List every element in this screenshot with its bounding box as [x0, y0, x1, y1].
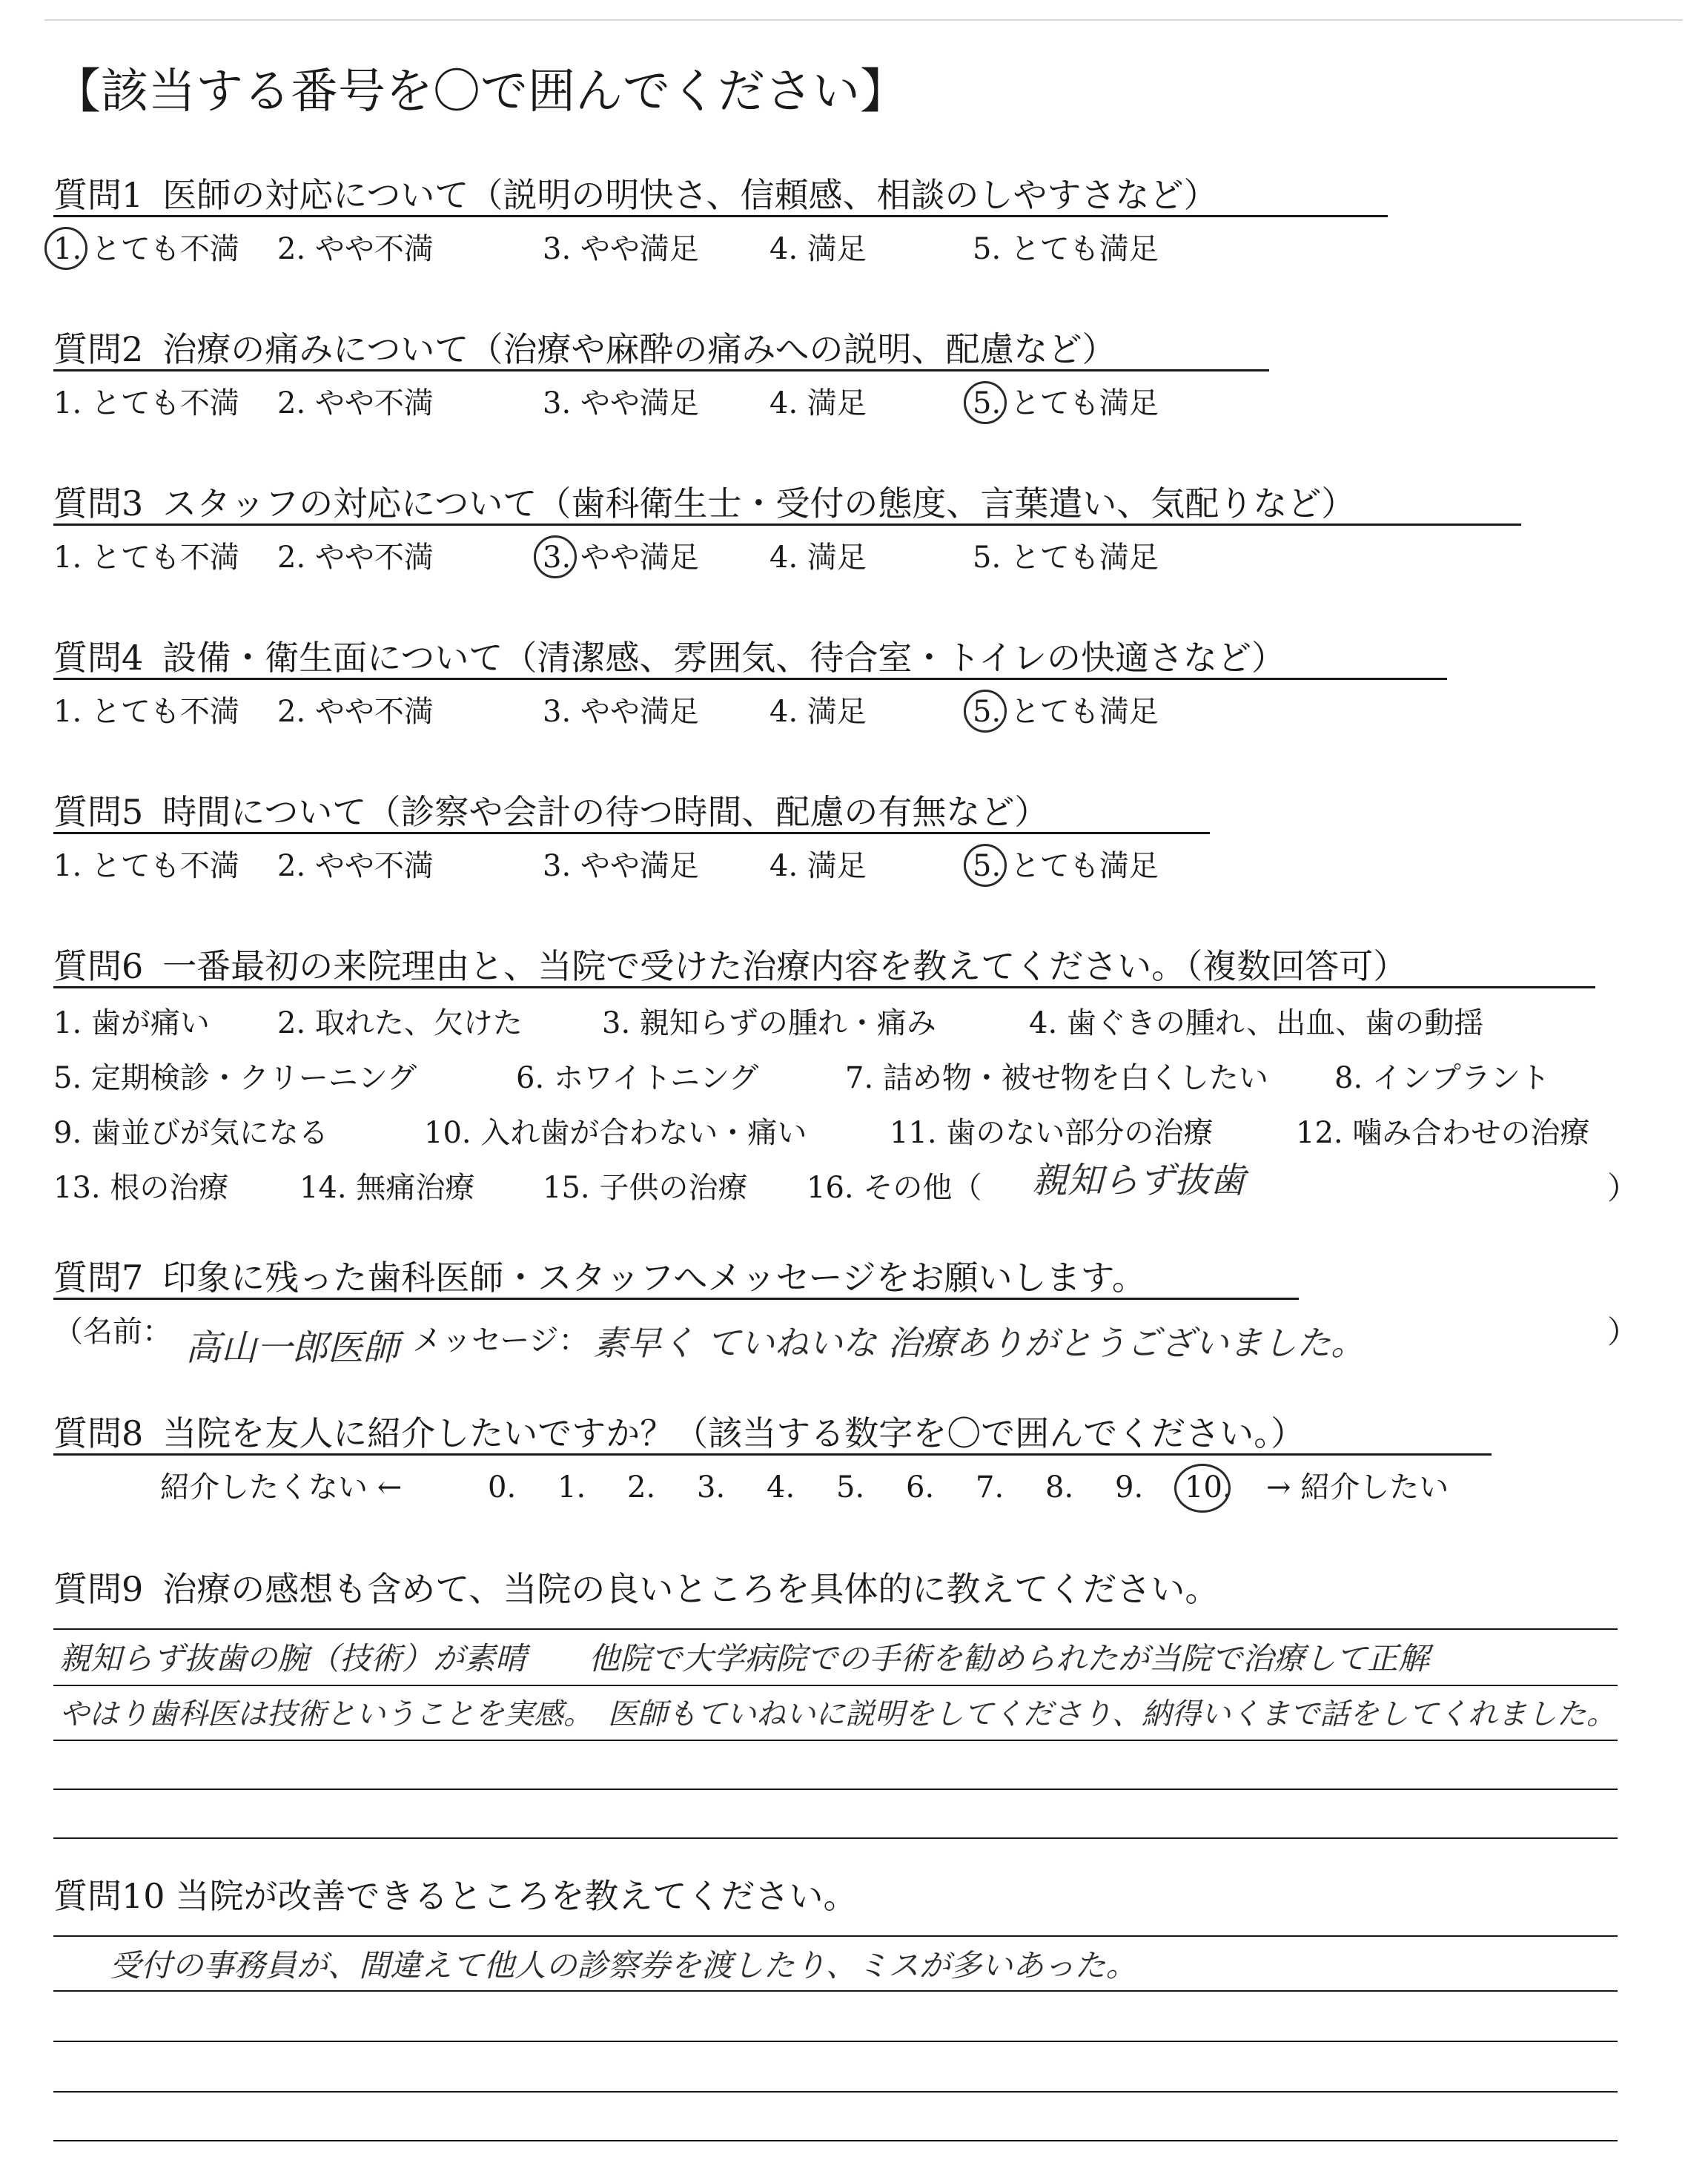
rating-option-1[interactable]: 1. とても不満 [53, 849, 239, 883]
question-text: 医師の対応について（説明の明快さ、信頼感、相談のしやすさなど） [162, 175, 1218, 215]
q6-option: 7. 詰め物・被せ物を白くしたい [845, 1061, 1268, 1095]
q8-scale-option[interactable]: 3. [697, 1470, 726, 1505]
question-5-heading [53, 792, 1049, 832]
selected-circle-mark [44, 227, 87, 270]
q6-option-row [53, 1170, 1684, 1212]
answer-line [53, 1685, 1618, 1686]
q6-option: 14. 無痛治療 [299, 1171, 475, 1205]
question-text: 設備・衛生面について（清潔感、雰囲気、待合室・トイレの快適さなど） [162, 638, 1286, 678]
answer-line [53, 2041, 1618, 2042]
q8-scale-option[interactable]: 7. [976, 1470, 1004, 1505]
q7-message-handwritten: 素早く ていねいな 治療ありがとうございました。 [593, 1323, 1366, 1363]
q8-scale-option[interactable]: 4. [767, 1470, 795, 1505]
question-number: 質問5 [53, 792, 144, 832]
rating-option-1[interactable]: 1. とても不満 [53, 695, 239, 729]
question-number: 質問10 [53, 1876, 165, 1916]
q7-name-handwritten: 高山一郎医師 [185, 1327, 400, 1369]
rating-option-3[interactable]: 3. やや満足 [543, 695, 699, 729]
answer-line [53, 1935, 1618, 1937]
question-underline [53, 678, 1447, 680]
selected-circle-mark [534, 535, 577, 578]
rating-option-3[interactable]: 3. やや満足 [543, 232, 699, 266]
question-number: 質問1 [53, 175, 144, 215]
question-text: 一番最初の来院理由と、当院で受けた治療内容を教えてください。（複数回答可） [162, 946, 1408, 986]
q6-option-row [53, 1008, 1684, 1047]
q8-scale-option[interactable]: 5. [836, 1470, 865, 1505]
question-underline [53, 1453, 1492, 1456]
q10-handwritten-line: 受付の事務員が、間違えて他人の診察券を渡したり、ミスが多いあった。 [110, 1947, 1137, 1984]
q8-left-label: 紹介したくない ← [160, 1470, 403, 1505]
rating-option-1[interactable]: 1. とても不満 [53, 232, 239, 266]
answer-line [53, 1789, 1618, 1790]
question-text: スタッフの対応について（歯科衛生士・受付の態度、言葉遣い、気配りなど） [162, 483, 1356, 524]
rating-option-3[interactable]: 3. やや満足 [543, 849, 699, 883]
q9-handwritten-line: 親知らず抜歯の腕（技術）が素晴 他院で大学病院での手術を勧められたが当院で治療して正解 [59, 1640, 1430, 1677]
q6-option: 3. 親知らずの腫れ・痛み [602, 1006, 936, 1040]
q6-option: 1. 歯が痛い [53, 1006, 210, 1040]
q6-option: 15. 子供の治療 [543, 1171, 748, 1205]
question-text: 印象に残った歯科医師・スタッフへメッセージをお願いします。 [162, 1258, 1146, 1298]
rating-option-5[interactable]: 5. とても満足 [973, 695, 1159, 729]
rating-option-5[interactable]: 5. とても満足 [973, 849, 1159, 883]
q8-scale-option[interactable]: 9. [1115, 1470, 1144, 1505]
q8-scale-option[interactable]: 1. [557, 1470, 586, 1505]
q6-option: 6. ホワイトニング [516, 1061, 759, 1095]
selected-circle-mark [964, 844, 1007, 887]
question-text: 治療の感想も含めて、当院の良いところを具体的に教えてください。 [162, 1569, 1219, 1609]
question-number: 質問3 [53, 483, 144, 524]
question-number: 質問9 [53, 1569, 144, 1609]
rating-option-4[interactable]: 4. 満足 [769, 232, 867, 266]
question-underline [53, 832, 1210, 834]
rating-option-2[interactable]: 2. やや不満 [277, 541, 434, 575]
rating-option-3[interactable]: 3. やや満足 [543, 541, 699, 575]
q8-scale-option[interactable]: 0. [488, 1470, 517, 1505]
rating-option-1[interactable]: 1. とても不満 [53, 541, 239, 575]
question-10-heading [53, 1876, 858, 1916]
question-6-heading [53, 946, 1408, 986]
question-text: 時間について（診察や会計の待つ時間、配慮の有無など） [162, 792, 1049, 832]
page-title: 【該当する番号を〇で囲んでください】 [53, 65, 907, 119]
question-7-heading [53, 1258, 1146, 1298]
q7-name-label: （名前： [53, 1315, 172, 1349]
q7-message-label: メッセージ： [412, 1324, 589, 1358]
q6-option-row [53, 1118, 1684, 1157]
selected-circle-mark [1174, 1464, 1231, 1513]
rating-option-2[interactable]: 2. やや不満 [277, 849, 434, 883]
q6-option: 13. 根の治療 [53, 1171, 229, 1205]
question-text: 当院が改善できるところを教えてください。 [175, 1876, 858, 1916]
q8-scale-option[interactable]: 2. [627, 1470, 656, 1505]
question-number: 質問8 [53, 1413, 144, 1453]
q6-option: 5. 定期検診・クリーニング [53, 1061, 417, 1095]
answer-line [53, 2091, 1618, 2093]
q6-option: 8. インプラント [1334, 1061, 1550, 1095]
rating-option-4[interactable]: 4. 満足 [769, 541, 867, 575]
q7-close: ） [1607, 1314, 1639, 1350]
question-2-heading [53, 329, 1116, 369]
q6-option: 4. 歯ぐきの腫れ、出血、歯の動揺 [1029, 1006, 1484, 1040]
rating-option-5[interactable]: 5. とても満足 [973, 541, 1159, 575]
question-4-heading [53, 638, 1286, 678]
rating-option-4[interactable]: 4. 満足 [769, 849, 867, 883]
rating-option-3[interactable]: 3. やや満足 [543, 386, 699, 420]
question-underline [53, 524, 1521, 526]
q6-other-close: ） [1607, 1170, 1639, 1206]
answer-line [53, 1990, 1618, 1992]
q8-scale-option[interactable]: 6. [906, 1470, 935, 1505]
answer-line [53, 1837, 1618, 1839]
selected-circle-mark [964, 690, 1007, 733]
q6-option: 10. 入れ歯が合わない・痛い [424, 1116, 807, 1150]
question-number: 質問7 [53, 1258, 144, 1298]
q6-option-row [53, 1063, 1684, 1102]
q6-option-other: 16. その他（ [807, 1171, 982, 1205]
q9-handwritten-line: やはり歯科医は技術ということを実感。 医師もていねいに説明をしてくださり、納得いくまで話をしてくれました。 [59, 1697, 1616, 1731]
q6-option: 11. 歯のない部分の治療 [890, 1116, 1214, 1150]
rating-option-4[interactable]: 4. 満足 [769, 695, 867, 729]
q6-option: 9. 歯並びが気になる [53, 1116, 328, 1150]
q8-scale [53, 1470, 1610, 1514]
answer-line [53, 2140, 1618, 2141]
question-text: 治療の痛みについて（治療や麻酔の痛みへの説明、配慮など） [162, 329, 1116, 369]
answer-line [53, 1740, 1618, 1741]
rating-option-2[interactable]: 2. やや不満 [277, 386, 434, 420]
rating-option-1[interactable]: 1. とても不満 [53, 386, 239, 420]
question-text: 当院を友人に紹介したいですか？（該当する数字を〇で囲んでください。） [162, 1413, 1305, 1453]
question-underline [53, 215, 1388, 217]
q6-option: 12. 噛み合わせの治療 [1296, 1116, 1590, 1150]
question-number: 質問4 [53, 638, 144, 678]
question-underline [53, 986, 1595, 988]
question-number: 質問2 [53, 329, 144, 369]
selected-circle-mark [964, 381, 1007, 424]
rating-option-5[interactable]: 5. とても満足 [973, 386, 1159, 420]
answer-line [53, 1628, 1618, 1630]
question-9-heading [53, 1569, 1219, 1609]
question-1-heading [53, 175, 1218, 215]
q8-scale-option[interactable]: 10. [1185, 1470, 1232, 1505]
q8-scale-option[interactable]: 8. [1045, 1470, 1074, 1505]
rating-option-2[interactable]: 2. やや不満 [277, 232, 434, 266]
top-border [44, 19, 1683, 21]
question-8-heading [53, 1413, 1305, 1453]
rating-option-2[interactable]: 2. やや不満 [277, 695, 434, 729]
question-3-heading [53, 483, 1356, 524]
question-underline [53, 1298, 1299, 1300]
question-number: 質問6 [53, 946, 144, 986]
rating-option-4[interactable]: 4. 満足 [769, 386, 867, 420]
q6-other-handwritten: 親知らず抜歯 [1032, 1160, 1246, 1201]
q8-right-label: → 紹介したい [1266, 1470, 1449, 1505]
question-underline [53, 369, 1269, 371]
q6-option: 2. 取れた、欠けた [277, 1006, 523, 1040]
rating-option-5[interactable]: 5. とても満足 [973, 232, 1159, 266]
